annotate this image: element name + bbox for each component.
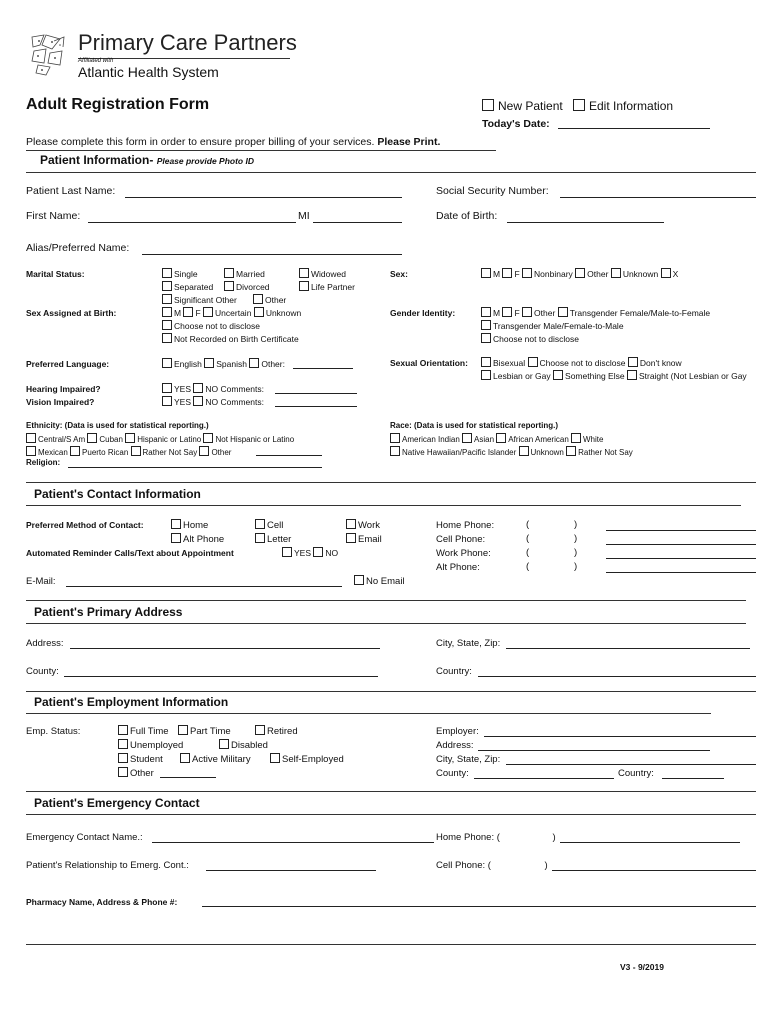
todays-date-field[interactable]	[558, 128, 710, 129]
address-label: Address:	[26, 638, 64, 649]
employer-field[interactable]	[484, 736, 756, 737]
ssn-field[interactable]	[560, 197, 756, 198]
work-phone-label: Work Phone:	[436, 548, 491, 559]
todays-date-label: Today's Date:	[482, 118, 550, 130]
emergency-name-label: Emergency Contact Name.:	[26, 832, 143, 843]
section-rule-address-top	[26, 600, 746, 601]
sab-row-1[interactable]: M F Uncertain Unknown	[162, 307, 301, 318]
mi-field[interactable]	[313, 222, 402, 223]
logo	[30, 33, 68, 77]
version-label: V3 - 9/2019	[620, 962, 664, 972]
emergency-heading: Patient's Emergency Contact	[34, 796, 200, 810]
country-label: Country:	[436, 666, 472, 677]
emp-active-military[interactable]: Active Military	[180, 753, 251, 765]
sex-options[interactable]: M F Nonbinary Other Unknown X	[481, 268, 678, 279]
employer-city-label: City, State, Zip:	[436, 754, 501, 765]
edit-information-label: Edit Information	[589, 99, 674, 113]
home-phone-field[interactable]	[606, 530, 756, 531]
address-heading: Patient's Primary Address	[34, 605, 183, 619]
hearing-options[interactable]: YES NO Comments:	[162, 383, 264, 394]
emergency-name-field[interactable]	[152, 842, 434, 843]
emp-unemployed[interactable]: Unemployed	[118, 739, 183, 751]
marital-life-partner[interactable]: Life Partner	[299, 281, 355, 292]
work-phone-field[interactable]	[606, 558, 756, 559]
ethnicity-row-2[interactable]: Mexican Puerto Rican Rather Not Say Other	[26, 446, 231, 457]
marital-married[interactable]: Married	[224, 268, 265, 279]
race-row-1[interactable]: American Indian Asian African American White	[390, 433, 603, 444]
employer-country-label: Country:	[618, 768, 654, 779]
emp-part-time[interactable]: Part Time	[178, 725, 231, 737]
email-field[interactable]	[66, 586, 342, 587]
marital-label: Marital Status:	[26, 269, 85, 279]
county-field[interactable]	[64, 676, 378, 677]
employer-county-field[interactable]	[474, 778, 614, 779]
ethnicity-label: Ethnicity: (Data is used for statistical reporting.)	[26, 421, 209, 430]
emergency-cell-phone-label: Cell Phone: (	[436, 860, 491, 871]
edit-information-checkbox[interactable]	[573, 99, 585, 111]
system-name: Atlantic Health System	[78, 64, 219, 80]
affiliation-text: Affiliated with	[78, 58, 114, 64]
reminder-options[interactable]: YES NO	[282, 547, 338, 558]
section-rule-emergency	[26, 814, 756, 815]
language-other-field[interactable]	[293, 368, 353, 369]
emergency-cell-phone-area[interactable]: )	[497, 860, 548, 871]
first-name-label: First Name:	[26, 210, 81, 222]
pharmacy-field[interactable]	[202, 906, 756, 907]
alt-phone-label: Alt Phone:	[436, 562, 480, 573]
emp-full-time[interactable]: Full Time	[118, 725, 169, 737]
employer-country-field[interactable]	[662, 778, 724, 779]
cell-phone-area[interactable]: ( )	[526, 533, 578, 544]
hearing-label: Hearing Impaired?	[26, 384, 101, 394]
contact-work[interactable]: Work	[346, 519, 380, 531]
religion-label: Religion:	[26, 458, 61, 467]
section-rule-employment-top	[26, 691, 756, 692]
cell-phone-label: Cell Phone:	[436, 534, 486, 545]
section-rule-patient	[26, 172, 756, 173]
employer-address-field[interactable]	[478, 750, 710, 751]
race-row-2[interactable]: Native Hawaiian/Pacific Islander Unknown Rather Not Say	[390, 446, 633, 457]
orientation-label: Sexual Orientation:	[390, 358, 468, 368]
gender-choose-not[interactable]: Choose not to disclose	[481, 333, 579, 344]
emergency-home-phone-area[interactable]: )	[505, 832, 556, 843]
no-email-option[interactable]: No Email	[354, 575, 405, 587]
org-name: Primary Care Partners	[78, 30, 297, 55]
first-name-field[interactable]	[88, 222, 296, 223]
pharmacy-label: Pharmacy Name, Address & Phone #:	[26, 897, 178, 907]
marital-separated[interactable]: Separated	[162, 281, 213, 292]
contact-letter[interactable]: Letter	[255, 533, 291, 545]
country-field[interactable]	[478, 676, 756, 677]
marital-divorced[interactable]: Divorced	[224, 281, 270, 292]
contact-home[interactable]: Home	[171, 519, 208, 531]
sab-label: Sex Assigned at Birth:	[26, 308, 117, 318]
vision-label: Vision Impaired?	[26, 397, 95, 407]
hearing-comments-field[interactable]	[275, 393, 357, 394]
emp-status-label: Emp. Status:	[26, 726, 81, 737]
pharmacy-line-2	[26, 944, 756, 945]
emergency-cell-phone-field[interactable]	[552, 870, 756, 871]
home-phone-area[interactable]: ( )	[526, 519, 578, 530]
section-rule-contact-top	[26, 482, 756, 483]
emergency-home-phone-label: Home Phone: (	[436, 832, 500, 843]
employer-label: Employer:	[436, 726, 479, 737]
mi-label: MI	[298, 210, 310, 222]
religion-field[interactable]	[68, 467, 322, 468]
new-patient-label: New Patient	[498, 99, 563, 113]
marital-significant-other[interactable]: Significant Other	[162, 294, 237, 305]
new-patient-option[interactable]	[482, 99, 563, 113]
edit-information-option[interactable]	[573, 99, 673, 113]
city-label: City, State, Zip:	[436, 638, 501, 649]
county-label: County:	[26, 666, 59, 677]
ethnicity-other-field[interactable]	[256, 455, 322, 456]
form-title: Adult Registration Form	[26, 96, 210, 113]
sab-not-recorded[interactable]: Not Recorded on Birth Certificate	[162, 333, 299, 344]
work-phone-area[interactable]: ( )	[526, 547, 578, 558]
contact-email[interactable]: Email	[346, 533, 382, 545]
employer-city-field[interactable]	[506, 764, 756, 765]
contact-alt-phone[interactable]: Alt Phone	[171, 533, 224, 545]
emp-student[interactable]: Student	[118, 753, 163, 765]
reminder-label: Automated Reminder Calls/Text about Appointment	[26, 548, 234, 558]
language-label: Preferred Language:	[26, 359, 110, 369]
ethnicity-row-1[interactable]: Central/S Am Cuban Hispanic or Latino Not Hispanic or Latino	[26, 433, 294, 444]
gender-trans-male[interactable]: Transgender Male/Female-to-Male	[481, 320, 624, 331]
language-options[interactable]: English Spanish Other:	[162, 358, 285, 369]
gender-label: Gender Identity:	[390, 308, 456, 318]
emp-retired[interactable]: Retired	[255, 725, 298, 737]
marital-other[interactable]: Other	[253, 294, 286, 305]
contact-cell[interactable]: Cell	[255, 519, 283, 531]
gender-row-1[interactable]: M F Other Transgender Female/Male-to-Female	[481, 307, 710, 318]
contact-method-label: Preferred Method of Contact:	[26, 520, 144, 530]
section-rule-address	[26, 623, 746, 624]
marital-single[interactable]: Single	[162, 268, 198, 279]
last-name-field[interactable]	[125, 197, 402, 198]
ssn-label: Social Security Number:	[436, 185, 549, 197]
emp-self-employed[interactable]: Self-Employed	[270, 753, 344, 765]
emergency-home-phone-field[interactable]	[560, 842, 740, 843]
marital-widowed[interactable]: Widowed	[299, 268, 346, 279]
alt-phone-area[interactable]: ( )	[526, 561, 578, 572]
relationship-label: Patient's Relationship to Emerg. Cont.:	[26, 860, 189, 871]
section-rule-contact	[26, 505, 741, 506]
employer-address-label: Address:	[436, 740, 474, 751]
employment-heading: Patient's Employment Information	[34, 695, 229, 709]
vision-options[interactable]: YES NO Comments:	[162, 396, 264, 407]
alias-field[interactable]	[142, 254, 402, 255]
vision-comments-field[interactable]	[275, 406, 357, 407]
alias-label: Alias/Preferred Name:	[26, 242, 130, 254]
employer-county-label: County:	[436, 768, 469, 779]
orientation-row-1[interactable]: Bisexual Choose not to disclose Don't know	[481, 357, 682, 368]
emp-disabled[interactable]: Disabled	[219, 739, 268, 751]
patient-info-heading: Patient Information- Please provide Photo ID	[40, 153, 254, 167]
orientation-row-2[interactable]: Lesbian or Gay Something Else Straight (Not Lesbian or Gay	[481, 370, 747, 381]
emp-other[interactable]: Other	[118, 767, 154, 779]
new-patient-checkbox[interactable]	[482, 99, 494, 111]
city-field[interactable]	[506, 648, 750, 649]
sex-label: Sex:	[390, 269, 408, 279]
last-name-label: Patient Last Name:	[26, 185, 116, 197]
email-label: E-Mail:	[26, 576, 56, 587]
contact-heading: Patient's Contact Information	[34, 487, 201, 501]
sab-choose-not[interactable]: Choose not to disclose	[162, 320, 260, 331]
instructions: Please complete this form in order to ensure proper billing of your services. Please Print.	[26, 136, 441, 148]
logo-mark-icon	[30, 33, 68, 77]
emp-other-field[interactable]	[160, 777, 216, 778]
home-phone-label: Home Phone:	[436, 520, 495, 531]
alt-phone-field[interactable]	[606, 572, 756, 573]
address-field[interactable]	[70, 648, 380, 649]
section-rule-emergency-top	[26, 791, 756, 792]
instructions-underline	[26, 150, 496, 151]
dob-field[interactable]	[507, 222, 664, 223]
race-label: Race: (Data is used for statistical reporting.)	[390, 421, 559, 430]
relationship-field[interactable]	[206, 870, 376, 871]
dob-label: Date of Birth:	[436, 210, 498, 222]
cell-phone-field[interactable]	[606, 544, 756, 545]
section-rule-employment	[26, 713, 711, 714]
